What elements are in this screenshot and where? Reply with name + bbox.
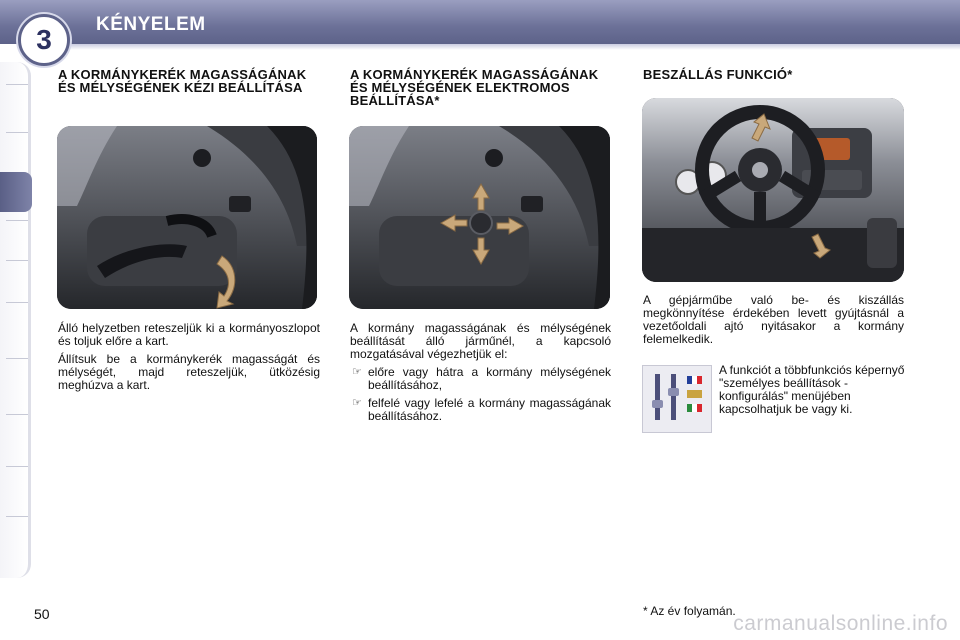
pointing-hand-icon: ☞ (352, 397, 362, 409)
electric-bullet-1: előre vagy hátra a kormány mélységének beállításához, (368, 365, 611, 392)
list-item (350, 397, 611, 423)
rail-divider (6, 260, 28, 261)
page-number: 50 (34, 606, 50, 622)
entry-paragraph: A gépjárműbe való be- és kiszállás megkönnyítése érdekében levett gyújtásnál a vezetőoldali ajtó nyitásakor a kormány felemelkedik. (643, 293, 904, 346)
electric-instructions (350, 322, 611, 428)
rail-divider (6, 302, 28, 303)
steering-column-lever-illustration (57, 126, 317, 309)
pointing-hand-icon: ☞ (352, 366, 362, 378)
electric-bullet-list (350, 366, 611, 423)
personal-settings-icon (642, 365, 712, 433)
section-entry (643, 68, 905, 81)
chapter-tab-rail (0, 62, 31, 578)
electric-bullet-2: felfelé vagy lefelé a kormány magasságának beállításához. (368, 396, 611, 423)
rail-divider (6, 516, 28, 517)
rail-divider (6, 466, 28, 467)
list-item (350, 366, 611, 392)
manual-instructions (58, 322, 320, 397)
rail-divider (6, 414, 28, 415)
settings-sliders-icon (643, 366, 711, 432)
section-electric-title: A KORMÁNYKERÉK MAGASSÁGÁNAK ÉS MÉLYSÉGÉNEK ELEKTROMOS BEÁLLÍTÁSA* (350, 67, 599, 108)
manual-paragraph-1: Álló helyzetben reteszeljük ki a kormányoszlopot és toljuk előre a kart. (58, 321, 320, 348)
rail-divider (6, 84, 28, 85)
chapter-tab-active[interactable] (0, 172, 32, 212)
electric-intro: A kormány magasságának és mélységének beállítását álló járműnél, a kapcsoló mozgatásával végezhetjük el: (350, 321, 611, 361)
footnote: * Az év folyamán. (643, 604, 736, 618)
page-title: KÉNYELEM (96, 14, 206, 35)
section-entry-title: BESZÁLLÁS FUNKCIÓ* (643, 67, 793, 82)
dashboard-steering-wheel-illustration (642, 98, 904, 282)
section-manual (58, 68, 318, 94)
electric-switch-photo (349, 126, 610, 309)
dashboard-photo (642, 98, 904, 282)
entry-note-text: A funkciót a többfunkciós képernyő "személyes beállítások - konfigurálás" menüjében kapcsolhatjuk be vagy ki. (719, 363, 905, 416)
rail-divider (6, 220, 28, 221)
entry-description (643, 294, 904, 351)
manual-paragraph-2: Állítsuk be a kormánykerék magasságát és mélységét, majd reteszeljük, ütközésig meghúzva a kart. (58, 352, 320, 392)
entry-note (719, 364, 905, 421)
header-shadow (60, 44, 960, 50)
watermark: carmanualsonline.info (733, 612, 948, 635)
manual-lever-photo (57, 126, 317, 309)
section-electric (350, 68, 612, 107)
steering-electric-switch-illustration (349, 126, 610, 309)
rail-divider (6, 132, 28, 133)
section-manual-title: A KORMÁNYKERÉK MAGASSÁGÁNAK ÉS MÉLYSÉGÉNEK KÉZI BEÁLLÍTÁSA (58, 67, 307, 95)
chapter-badge: 3 (18, 14, 70, 66)
rail-divider (6, 358, 28, 359)
